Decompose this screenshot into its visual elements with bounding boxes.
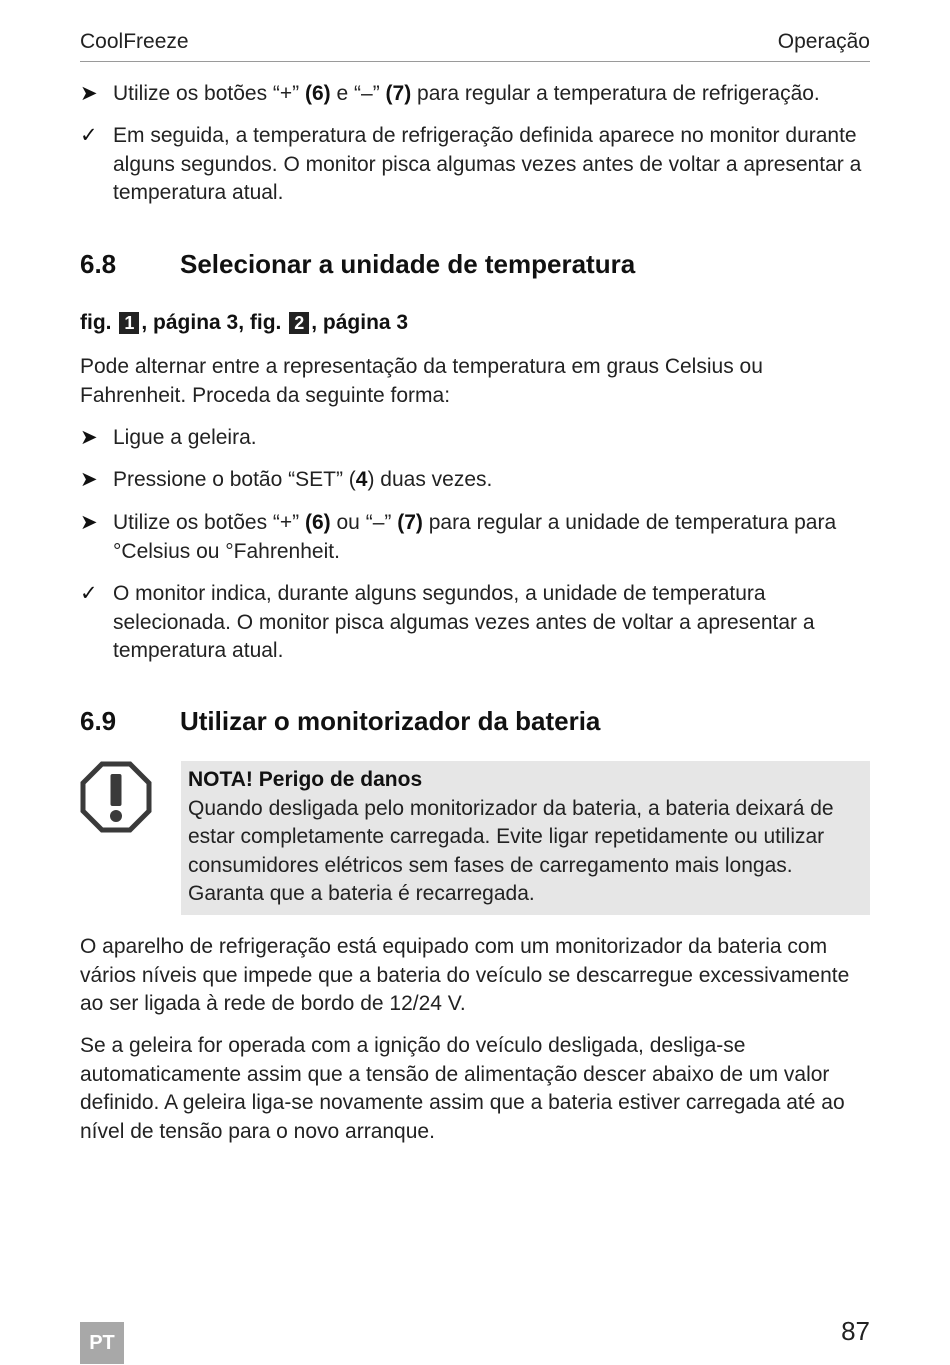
ignition-off-paragraph: Se a geleira for operada com a ignição do veículo desligada, desliga-se automaticamente assim que a tensão de alimentação descer abaixo de um valor definido. A geleira liga-se novamente assim que a bateria estiver carregada até ao nível de tensão para o novo arranque. (80, 1034, 845, 1143)
notice-box (181, 761, 870, 915)
check-icon: ✓ (80, 124, 98, 147)
battery-monitor-paragraph: O aparelho de refrigeração está equipado com um monitorizador da bateria com vários níveis que impede que a bateria do veículo se descarregue excessivamente ao ser ligada à rede de bordo de 12/24 V. (80, 935, 850, 1015)
arrow-icon: ➤ (80, 468, 98, 491)
warning-octagon-icon (80, 761, 152, 833)
figure-reference: fig. 1 , página 3, fig. 2 , página 3 (80, 311, 409, 334)
section-intro: Pode alternar entre a representação da temperatura em graus Celsius ou Fahrenheit. Proceda da seguinte forma: (80, 355, 763, 407)
section-heading-6-9: 6.9 Utilizar o monitorizador da bateria (80, 706, 601, 736)
figure-number-badge: 2 (289, 312, 309, 334)
notice-title: NOTA! Perigo de danos (188, 768, 423, 791)
step-adjust-temperature: ➤ Utilize os botões “+” (6) e “–” (7) para regular a temperatura de refrigeração. (80, 80, 870, 109)
result-unit-shown: ✓ O monitor indica, durante alguns segundos, a unidade de temperatura selecionada. O monitor pisca algumas vezes antes de voltar a apresentar a temperatura atual. (80, 582, 815, 662)
arrow-icon: ➤ (80, 511, 98, 534)
section-heading-6-8: 6.8 Selecionar a unidade de temperatura (80, 249, 636, 279)
step-select-unit: ➤ Utilize os botões “+” (6) ou “–” (7) para regular a unidade de temperatura para °Celsius ou °Fahrenheit. (80, 511, 837, 563)
page-number: 87 (841, 1316, 870, 1346)
check-icon: ✓ (80, 582, 98, 605)
arrow-icon: ➤ (80, 82, 98, 105)
step-switch-on: ➤ Ligue a geleira. (80, 424, 870, 453)
arrow-icon: ➤ (80, 426, 98, 449)
notice-text: Quando desligada pelo monitorizador da bateria, a bateria deixará de estar completamente carregada. Evite ligar repetidamente ou utilizar consumidores elétricos sem fases de carregamento mais longas. Garanta que a bateria é recarregada. (188, 796, 834, 905)
step-press-set: ➤ Pressione o botão “SET” (4) duas vezes. (80, 466, 870, 495)
header-chapter: Operação (777, 30, 870, 53)
header-product: CoolFreeze (80, 30, 189, 53)
figure-number-badge: 1 (119, 312, 139, 334)
language-tab: PT (80, 1322, 124, 1364)
result-temperature-shown: ✓ Em seguida, a temperatura de refrigeração definida aparece no monitor durante alguns segundos. O monitor pisca algumas vezes antes de voltar a apresentar a temperatura atual. (80, 124, 862, 204)
page-header (80, 30, 870, 62)
